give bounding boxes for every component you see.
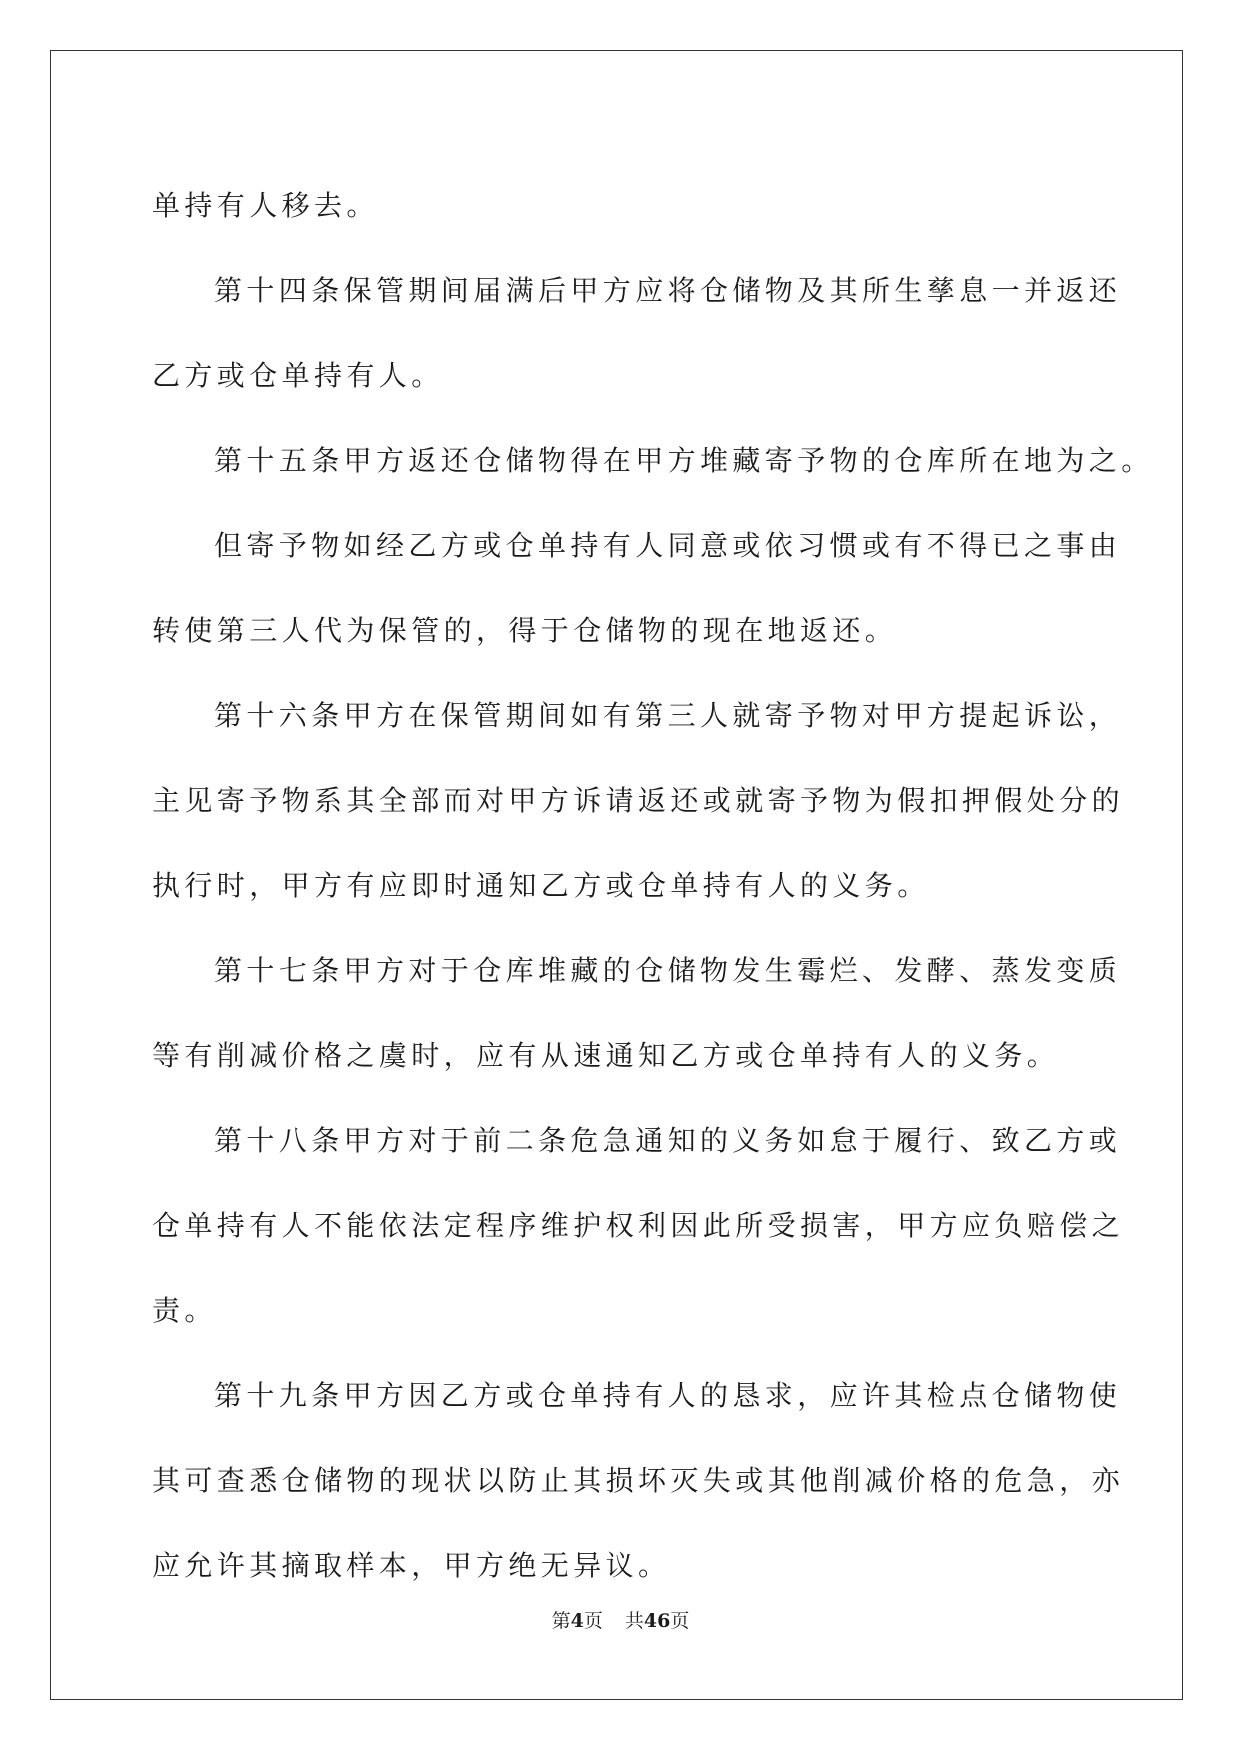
text-line: 主见寄予物系其全部而对甲方诉请返还或就寄予物为假扣押假处分的 <box>152 784 1125 817</box>
text-line: 应允许其摘取样本，甲方绝无异议。 <box>152 1549 671 1582</box>
text-line: 乙方或仓单持有人。 <box>152 359 444 392</box>
text-line: 第十四条保管期间届满后甲方应将仓储物及其所生孳息一并返还 <box>214 274 1122 307</box>
text-line: 第十七条甲方对于仓库堆藏的仓储物发生霉烂、发酵、蒸发变质 <box>214 954 1122 987</box>
page-footer <box>0 1606 1241 1633</box>
document-body <box>152 163 1154 1608</box>
text-line: 转使第三人代为保管的，得于仓储物的现在地返还。 <box>152 614 898 647</box>
total-suffix: 页 <box>670 1610 690 1632</box>
page-prefix: 第 <box>551 1610 571 1632</box>
text-line: 第十九条甲方因乙方或仓单持有人的恳求，应许其检点仓储物使 <box>214 1379 1122 1412</box>
text-line: 其可查悉仓储物的现状以防止其损坏灭失或其他削减价格的危急，亦 <box>152 1464 1125 1497</box>
text-line: 执行时，甲方有应即时通知乙方或仓单持有人的义务。 <box>152 869 930 902</box>
page-number: 4 <box>570 1610 584 1632</box>
text-line: 第十八条甲方对于前二条危急通知的义务如怠于履行、致乙方或 <box>214 1124 1122 1157</box>
text-line: 第十六条甲方在保管期间如有第三人就寄予物对甲方提起诉讼， <box>214 699 1122 732</box>
text-line: 等有削减价格之虞时，应有从速通知乙方或仓单持有人的义务。 <box>152 1039 1060 1072</box>
text-line: 仓单持有人不能依法定程序维护权利因此所受损害，甲方应负赔偿之 <box>152 1209 1125 1242</box>
page-suffix: 页 <box>583 1610 603 1632</box>
text-line: 单持有人移去。 <box>152 189 379 222</box>
text-line: 第十五条甲方返还仓储物得在甲方堆藏寄予物的仓库所在地为之。 <box>214 444 1154 477</box>
total-prefix: 共 <box>624 1610 644 1632</box>
text-line: 责。 <box>152 1294 217 1327</box>
total-pages: 46 <box>643 1610 671 1632</box>
text-line: 但寄予物如经乙方或仓单持有人同意或依习惯或有不得已之事由 <box>214 529 1122 562</box>
